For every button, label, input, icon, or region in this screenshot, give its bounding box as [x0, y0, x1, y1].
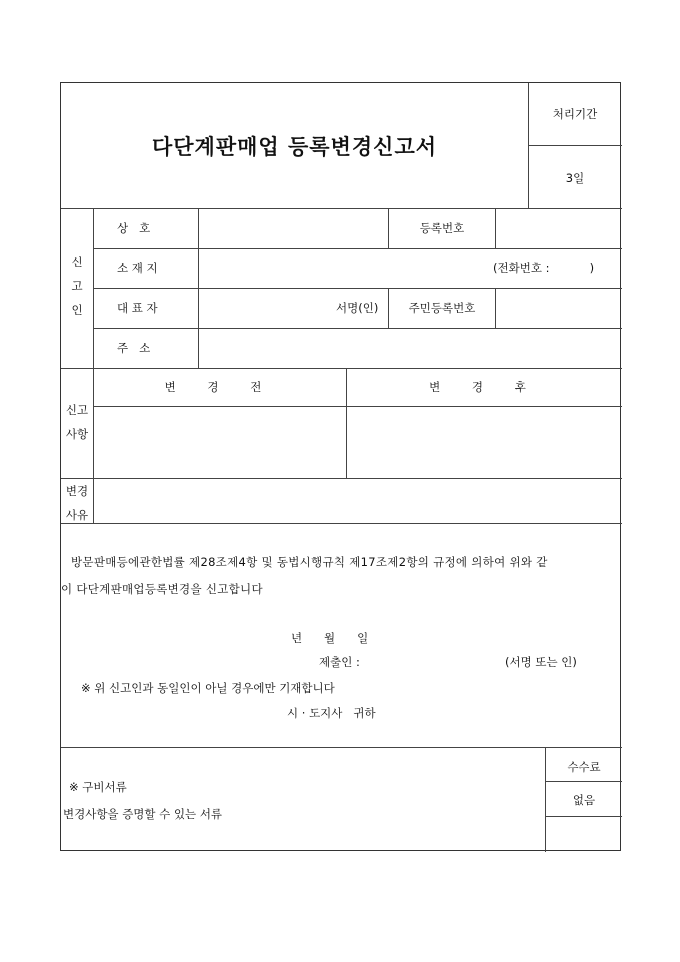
resident-number-field[interactable] [496, 289, 621, 328]
reporter-section-label-2: 고 [71, 279, 83, 293]
after-change-field[interactable] [347, 407, 621, 478]
report-items-label-2: 사항 [65, 427, 89, 441]
fee-label: 수수료 [567, 760, 601, 774]
signature-label: 서명(인) [336, 301, 379, 315]
report-items-label-1: 신고 [65, 403, 89, 417]
after-change-label: 변 경 후 [429, 380, 540, 394]
trade-name-label: 상 호 [117, 221, 151, 235]
header-period-divider [528, 145, 622, 146]
registration-number-label: 등록번호 [419, 221, 465, 235]
registration-number-field[interactable] [496, 209, 621, 248]
addressee-label: 시 · 도지사 귀하 [287, 706, 376, 720]
form-title: 다단계판매업 등록변경신고서 [151, 134, 438, 159]
delegate-note: ※ 위 신고인과 동일인이 아닐 경우에만 기재합니다 [81, 681, 335, 695]
registration-change-form [60, 82, 621, 851]
trade-name-field[interactable] [199, 209, 388, 248]
processing-period-label: 처리기간 [552, 107, 598, 121]
change-reason-label-2: 사유 [65, 508, 89, 522]
reporter-bottom-line [61, 368, 622, 369]
phone-label: (전화번호 : ) [493, 261, 595, 275]
before-change-label: 변 경 전 [164, 380, 276, 394]
submitter-label: 제출인 : [319, 655, 360, 669]
processing-period-value: 3일 [565, 171, 585, 185]
submitter-field[interactable] [371, 653, 501, 671]
resident-number-label: 주민등록번호 [408, 301, 476, 315]
fee-value: 없음 [572, 793, 596, 807]
address-label: 주 소 [117, 341, 151, 355]
fee-line-1 [545, 781, 622, 782]
representative-label: 대 표 자 [117, 301, 158, 315]
declaration-line-1: 방문판매등에관한법률 제28조제4항 및 동법시행규칙 제17조제2항의 규정에 의하여 위와 같 [71, 555, 548, 569]
required-docs-text: 변경사항을 증명할 수 있는 서류 [63, 807, 223, 821]
address-field[interactable] [199, 329, 621, 368]
change-reason-field[interactable] [94, 479, 621, 523]
reporter-section-label-1: 신 [71, 255, 83, 269]
sign-or-seal-label: (서명 또는 인) [505, 655, 577, 669]
location-label: 소 재 지 [117, 261, 158, 275]
required-docs-label: ※ 구비서류 [69, 780, 127, 794]
change-reason-bottom-line [61, 523, 622, 524]
change-reason-label-1: 변경 [65, 484, 89, 498]
fee-line-2 [545, 816, 622, 817]
before-change-field[interactable] [94, 407, 346, 478]
date-line: 년 월 일 [291, 631, 369, 645]
declaration-line-2: 이 다단계판매업등록변경을 신고합니다 [61, 582, 263, 596]
reporter-section-label-3: 인 [71, 303, 83, 317]
declaration-bottom-line [61, 747, 622, 748]
